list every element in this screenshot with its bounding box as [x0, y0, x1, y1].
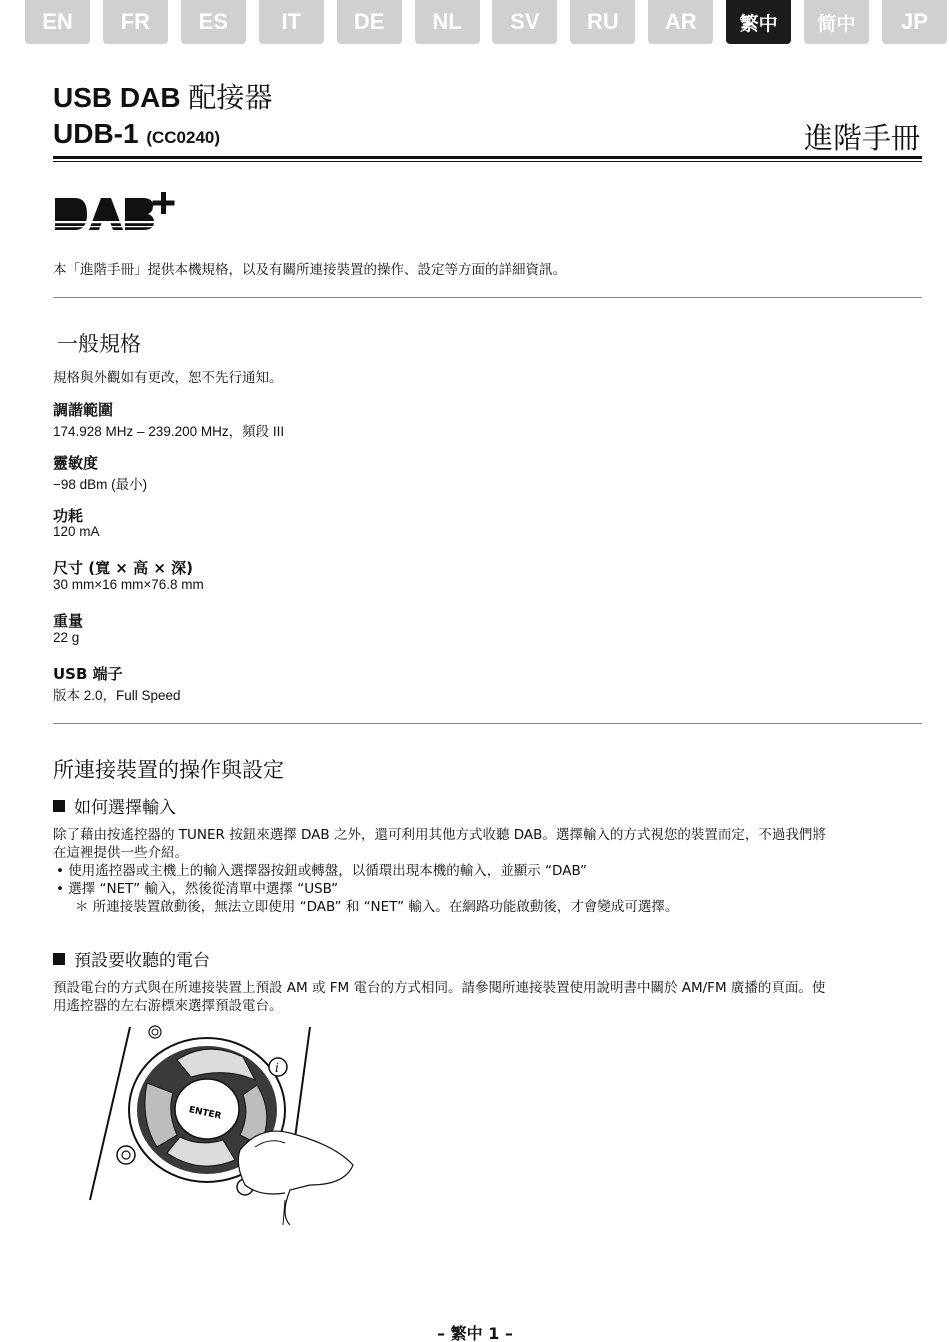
list-item	[56, 880, 338, 898]
tab-jp[interactable]: JP	[882, 0, 947, 44]
tab-de[interactable]: DE	[337, 0, 402, 44]
spec-label-sensitivity: 靈敏度	[53, 454, 99, 472]
enter-label: ENTER	[187, 1105, 223, 1122]
spec-value-power: 120 mA	[53, 524, 100, 539]
list-item-text: 選擇 “NET” 輸入，然後從清單中選擇 “USB”	[68, 881, 339, 897]
section-divider	[53, 723, 922, 724]
product-name-latin: USB DAB	[53, 82, 181, 113]
dab-plus-logo	[53, 190, 178, 236]
input-paragraph-line: 除了藉由按遙控器的 TUNER 按鈕來選擇 DAB 之外，還可利用其他方式收聽 DAB。選擇輸入的方式視您的裝置而定，不過我們將	[53, 827, 826, 843]
list-item	[56, 862, 587, 880]
spec-label-dimensions: 尺寸 (寬 × 高 × 深)	[53, 559, 193, 577]
tab-ru[interactable]: RU	[570, 0, 635, 44]
input-heading-text: 如何選擇輸入	[74, 798, 176, 818]
operation-heading: 所連接裝置的操作與設定	[53, 758, 284, 782]
header-rule-thin	[53, 161, 922, 162]
input-heading	[53, 793, 176, 818]
square-bullet-icon	[53, 800, 65, 812]
tab-it[interactable]: IT	[259, 0, 324, 44]
spec-label-power: 功耗	[53, 507, 84, 525]
tab-fr[interactable]: FR	[103, 0, 168, 44]
tab-en[interactable]: EN	[25, 0, 90, 44]
spec-value-weight: 22 g	[53, 630, 80, 645]
input-paragraph-line: 在這裡提供一些介紹。	[53, 845, 188, 861]
spec-value-usb: 版本 2.0，Full Speed	[53, 688, 181, 703]
spec-value-tuning-range: 174.928 MHz – 239.200 MHz，頻段 III	[53, 424, 285, 439]
input-subnote: ＊ 所連接裝置啟動後，無法立即使用 “DAB” 和 “NET” 輸入。在網路功能啟動後，才會變成可選擇。	[75, 899, 679, 915]
intro-text: 本「進階手冊」提供本機規格，以及有關所連接裝置的操作、設定等方面的詳細資訊。	[53, 262, 566, 278]
manual-title: 進階手冊	[803, 121, 920, 155]
preset-heading	[53, 946, 210, 971]
preset-heading-text: 預設要收聽的電台	[74, 951, 210, 971]
square-bullet-icon	[53, 953, 65, 965]
tab-zh-tw[interactable]: 繁中	[726, 0, 791, 44]
spec-label-weight: 重量	[53, 612, 84, 630]
preset-paragraph-line: 用遙控器的左右游標來選擇預設電台。	[53, 998, 283, 1014]
header-rule	[53, 156, 922, 159]
input-paragraph	[53, 826, 918, 862]
tab-sv[interactable]: SV	[492, 0, 557, 44]
spec-label-tuning-range: 調諧範圍	[53, 401, 114, 419]
tab-zh-cn[interactable]: 简中	[804, 0, 869, 44]
model-code: (CC0240)	[146, 128, 221, 147]
specs-heading: 一般規格	[57, 332, 141, 356]
list-item-text: 使用遙控器或主機上的輸入選擇器按鈕或轉盤，以循環出現本機的輸入，並顯示 “DAB”	[68, 863, 587, 879]
tab-es[interactable]: ES	[181, 0, 246, 44]
spec-value-dimensions: 30 mm×16 mm×76.8 mm	[53, 577, 204, 592]
tab-ar[interactable]: AR	[648, 0, 713, 44]
page-footer: – 繁中 1 –	[437, 1324, 513, 1342]
spec-label-usb: USB 端子	[53, 665, 123, 683]
spec-value-sensitivity: −98 dBm (最小)	[53, 477, 148, 492]
section-divider	[53, 297, 922, 298]
specs-note: 規格與外觀如有更改，恕不先行通知。	[53, 370, 283, 386]
product-name	[53, 76, 272, 116]
preset-paragraph	[53, 979, 918, 1015]
bullet-dot-icon: •	[56, 881, 64, 897]
model-number: UDB-1	[53, 118, 139, 149]
bullet-dot-icon: •	[56, 863, 64, 879]
tab-nl[interactable]: NL	[415, 0, 480, 44]
model-name	[53, 118, 220, 150]
info-icon: i	[275, 1061, 279, 1075]
preset-paragraph-line: 預設電台的方式與在所連接裝置上預設 AM 或 FM 電台的方式相同。請參閱所連接裝置使用說明書中關於 AM/FM 廣播的頁面。使	[53, 980, 826, 996]
language-tabs	[25, 0, 947, 44]
remote-control-illustration	[85, 1025, 360, 1230]
product-name-cjk: 配接器	[188, 81, 273, 114]
